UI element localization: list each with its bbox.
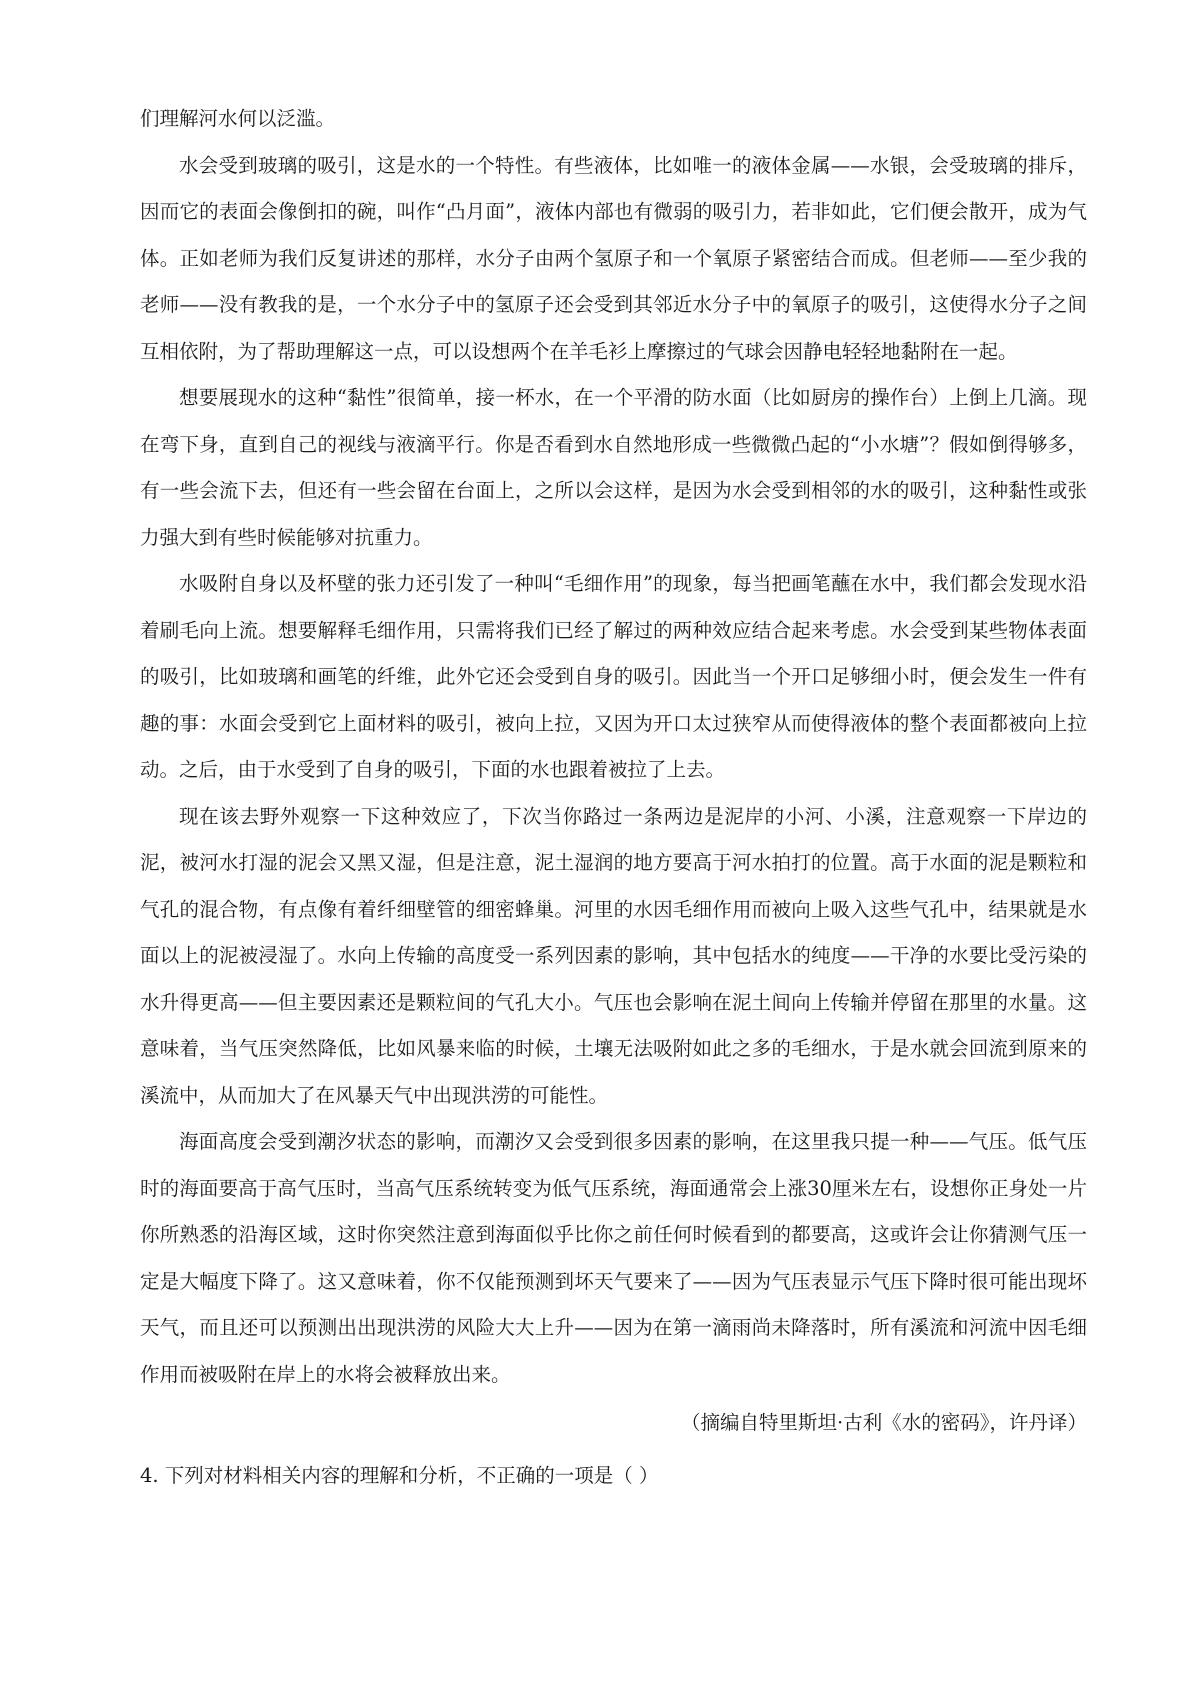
paragraph-sea-level-pressure: 海面高度会受到潮汐状态的影响，而潮汐又会受到很多因素的影响，在这里我只提一种——气压。低气压时的海面要高于高气压时，当高气压系统转变为低气压系统，海面通常会上涨30厘米左右，设想你正身处一片你所熟悉的沿海区域，这时你突然注意到海面似乎比你之前任何时候看到的都要高，这或许会让你猜测气压一定是大幅度下降了。这又意味着，你不仅能预测到坏天气要来了——因为气压表显示气压下降时很可能出现坏天气，而且还可以预测出出现洪涝的风险大大上升——因为在第一滴雨尚未降落时，所有溪流和河流中因毛细作用而被吸附在岸上的水将会被释放出来。	[140, 1130, 1087, 1386]
paragraph-capillary-action: 水吸附自身以及杯壁的张力还引发了一种叫“毛细作用”的现象，每当把画笔蘸在水中，我们都会发现水沿着刷毛向上流。想要解释毛细作用，只需将我们已经了解过的两种效应结合起来考虑。水会受到某些物体表面的吸引，比如玻璃和画笔的纤维，此外它还会受到自身的吸引。因此当一个开口足够细小时，便会发生一件有趣的事：水面会受到它上面材料的吸引，被向上拉，又因为开口太过狭窄从而使得液体的整个表面都被向上拉动。之后，由于水受到了自身的吸引，下面的水也跟着被拉了上去。	[140, 572, 1087, 781]
paragraph-water-stickiness: 想要展现水的这种“黏性”很简单，接一杯水，在一个平滑的防水面（比如厨房的操作台）上倒上几滴。现在弯下身，直到自己的视线与液滴平行。你是否看到水自然地形成一些微微凸起的“小水塘”？假如倒得够多，有一些会流下去，但还有一些会留在台面上，之所以会这样，是因为水会受到相邻的水的吸引，这种黏性或张力强大到有些时候能够对抗重力。	[140, 386, 1087, 549]
paragraph-field-observation: 现在该去野外观察一下这种效应了，下次当你路过一条两边是泥岸的小河、小溪，注意观察一下岸边的泥，被河水打湿的泥会又黑又湿，但是注意，泥土湿润的地方要高于河水拍打的位置。高于水面的泥是颗粒和气孔的混合物，有点像有着纤细壁管的细密蜂巢。河里的水因毛细作用而被向上吸入这些气孔中，结果就是水面以上的泥被浸湿了。水向上传输的高度受一系列因素的影响，其中包括水的纯度——干净的水要比受污染的水升得更高——但主要因素还是颗粒间的气孔大小。气压也会影响在泥土间向上传输并停留在那里的水量。这意味着，当气压突然降低，比如风暴来临的时候，土壤无法吸附如此之多的毛细水，于是水就会回流到原来的溪流中，从而加大了在风暴天气中出现洪涝的可能性。	[140, 804, 1087, 1107]
paragraph-water-glass-attraction: 水会受到玻璃的吸引，这是水的一个特性。有些液体，比如唯一的液体金属——水银，会受玻璃的排斥，因而它的表面会像倒扣的碗，叫作“凸月面”，液体内部也有微弱的吸引力，若非如此，它们便会散开，成为气体。正如老师为我们反复讲述的那样，水分子由两个氢原子和一个氧原子紧密结合而成。但老师——至少我的老师——没有教我的是，一个水分子中的氢原子还会受到其邻近水分子中的氧原子的吸引，这使得水分子之间互相依附，为了帮助理解这一点，可以设想两个在羊毛衫上摩擦过的气球会因静电轻轻地黏附在一起。	[140, 153, 1087, 363]
paragraph-continuation: 们理解河水何以泛滥。	[140, 107, 336, 130]
source-citation: （摘编自特里斯坦·古利《水的密码》，许丹译）	[681, 1411, 1087, 1434]
article-body	[140, 96, 1087, 1499]
question-4: 4. 下列对材料相关内容的理解和分析，不正确的一项是（ ）	[140, 1463, 659, 1487]
